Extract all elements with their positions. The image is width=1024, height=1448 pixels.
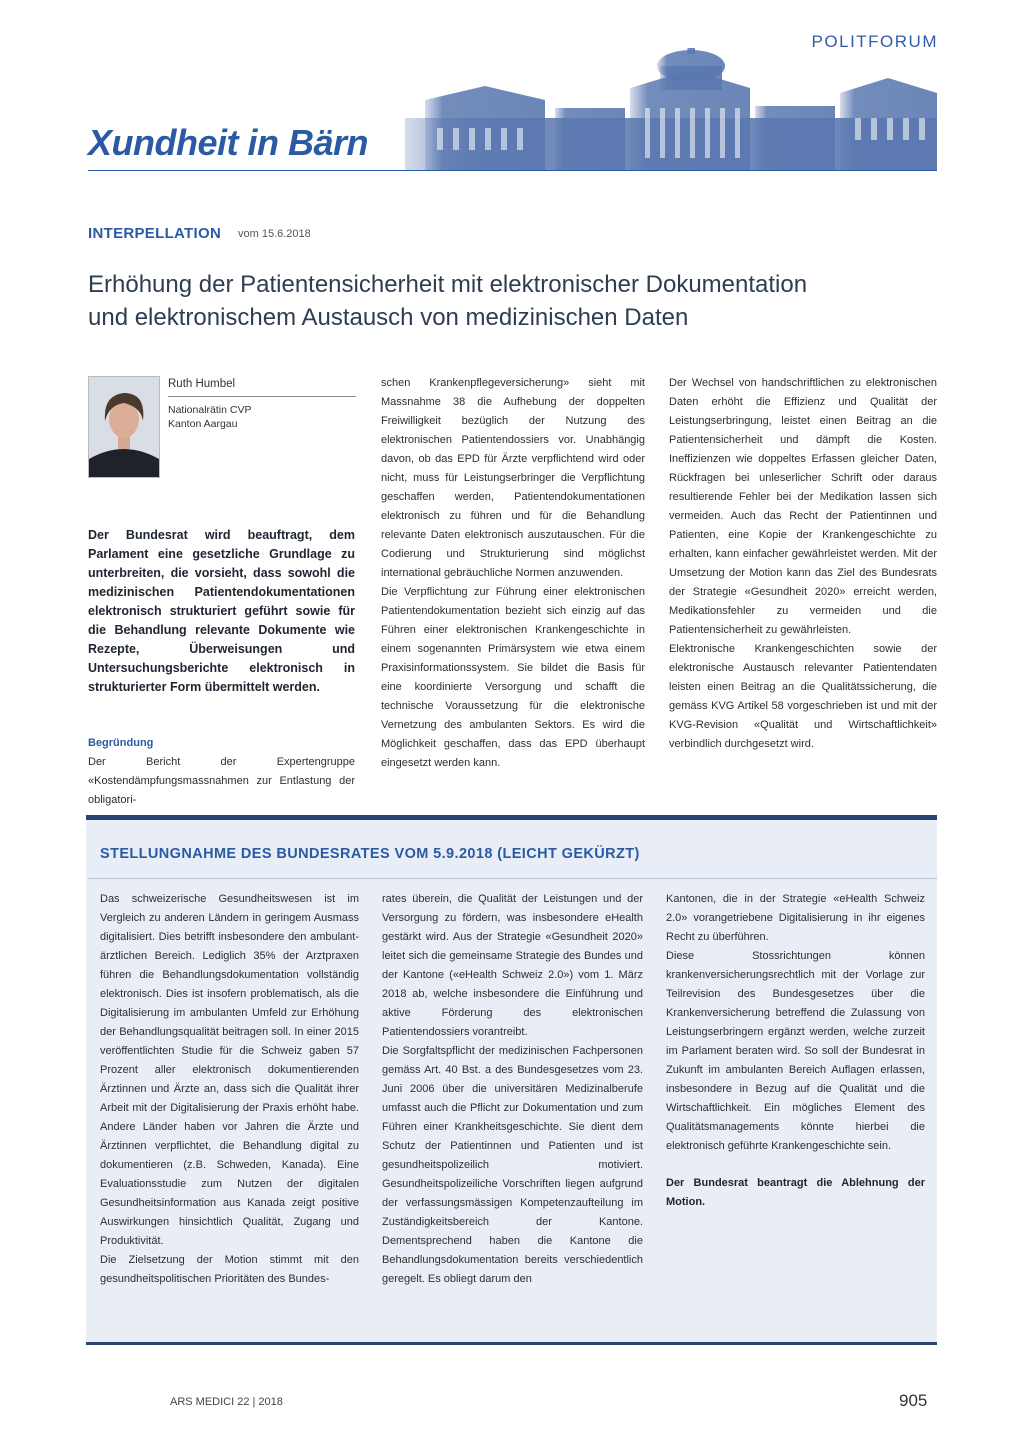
author-name: Ruth Humbel <box>168 378 236 390</box>
author-role <box>168 403 251 431</box>
begruendung-paragraph: Der Bericht der Expertengruppe «Kostendämpfungsmassnahmen zur Entlastung der obligatori- <box>88 756 355 806</box>
col2-paragraph-2: Die Verpflichtung zur Führung einer elektronischen Patientendokumentation bezieht sich einzig auf das Führen einer elektronischen Krankengeschichte in einem sogenannten Primärsystem wie etwa einem Praxisinformationssystem. Sie bildet die Basis für eine koordinierte Versorgung und schafft die technische Voraussetzung für die elektronische Vernetzung des ambulanten Sektors. Es wird die Möglichkeit geschaffen, dass das EPD überhaupt eingesetzt werden kann. <box>381 586 645 769</box>
stellungnahme-column-3 <box>666 890 925 1212</box>
header-rule <box>88 170 937 171</box>
stellungnahme-c1-paragraph-1: Das schweizerische Gesundheitswesen ist im Vergleich zu anderen Ländern in geringem Ausmass digitalisiert. Dies betrifft insbesondere den ambulant-ärztlichen Bereich. Lediglich 35% der Arztpraxen führen die Behandlungsdokumentation vollständig elektronisch. Dies ist insofern problematisch, als die Digitalisierung im ambulanten Umfeld zur Erhöhung der Behandlungsqualität beitragen soll. In einer 2015 veröffentlichten Studie für die Schweiz gaben 57 Prozent aller elektronisch dokumentierenden Ärztinnen und Ärzte an, dass sich die Qualität ihrer Arbeit mit der Digitalisierung der Praxis erhöht habe. Andere Länder haben vor Jahren die Ärzte und Ärztinnen verpflichtet, die Behandlung digital zu dokumentieren (z.B. Schweden, Kanada). Eine Evaluationsstudie zum Nutzen der digitalen Gesundheitsinformation aus Kanada zeigt positive Auswirkungen hinsichtlich Qualität, Zugang und Produktivität. <box>100 893 359 1247</box>
author-rule <box>168 396 356 397</box>
col3-paragraph-1: Der Wechsel von handschriftlichen zu elektronischen Daten erhöht die Effizienz und Qualität der Leistungserbringung, leistet einen Beitrag an die Patientensicherheit und dämpft die Kosten. Ineffizienzen wie doppeltes Erfassen gleicher Daten, Rückfragen bei unleserlicher Schrift oder daraus resultierende Fehler bei der Medikation lassen sich vermeiden. Auch das Recht der Patientinnen und Patienten, eine Kopie der Krankengeschichte zu erhalten, kann einfacher gewährleistet werden. Mit der Umsetzung der Motion kann das Ziel des Bundesrats der Strategie «Gesundheit 2020» erreicht werden, Medikationsfehler zu vermeiden und die Patientensicherheit zu gewährleisten. <box>669 377 937 636</box>
article-headline <box>88 268 948 334</box>
stellungnahme-c2-paragraph-1: rates überein, die Qualität der Leistungen und der Versorgung zu fördern, was insbesondere eHealth gestärkt wird. Aus der Strategie «Gesundheit 2020» leitet sich die gemeinsame Strategie des Bundes und der Kantone («eHealth Schweiz 2.0») vom 1. März 2018 ab, welche insbesondere die Einführung und aktive Förderung des elektronischen Patientendossiers vorantreibt. <box>382 893 643 1038</box>
begruendung-section <box>88 734 355 810</box>
parliament-building-illustration <box>405 48 937 170</box>
author-role-canton: Kanton Aargau <box>168 418 238 430</box>
stellungnahme-c1-paragraph-2: Die Zielsetzung der Motion stimmt mit den gesundheitspolitischen Prioritäten des Bundes- <box>100 1254 359 1285</box>
page-number: 905 <box>899 1391 928 1410</box>
author-portrait <box>88 376 160 478</box>
motion-text: Der Bundesrat wird beauftragt, dem Parlament eine gesetzliche Grundlage zu unterbreiten, die vorsieht, dass sowohl die medizinischen Patientendokumentationen elektronisch strukturiert geführt sowie für die Behandlung relevante Dokumente wie Rezepte, Überweisungen und Untersuchungsberichte elektronisch in strukturierter Form übermittelt werden. <box>88 528 355 694</box>
headline-line-2: und elektronischem Austausch von medizinischen Daten <box>88 304 689 331</box>
stellungnahme-conclusion: Der Bundesrat beantragt die Ablehnung der Motion. <box>666 1177 925 1208</box>
stellungnahme-column-2 <box>382 890 643 1289</box>
headline-line-1: Erhöhung der Patientensicherheit mit elektronischer Dokumentation <box>88 271 808 298</box>
col3-paragraph-2: Elektronische Krankengeschichten sowie der elektronische Austausch relevanter Patientendaten leisten einen Beitrag an die Qualitätssicherung, die gemäss KVG Artikel 58 vorgeschrieben ist und mit der KVG-Revision «Qualität und Wirtschaftlichkeit» verbindlich durchgesetzt wird. <box>669 643 937 750</box>
stellungnahme-c2-paragraph-2: Die Sorgfaltspflicht der medizinischen Fachpersonen gemäss Art. 40 Bst. a des Bundesgesetzes vom 23. Juni 2006 über die universitären Medizinalberufe umfasst auch die Pflicht zur Dokumentation und zum Führen einer Krankheitsgeschichte. Sie dient dem Schutz der Patientinnen und Patienten und ist gesundheitspolizeilich motiviert. Gesundheitspolizeiliche Vorschriften liegen aufgrund der verfassungsmässigen Kompetenzaufteilung im Zuständigkeitsbereich der Kantone. Dementsprechend haben die Kantone die Behandlungsdokumentation bereits verschiedentlich geregelt. Es obliegt darum den <box>382 1045 643 1285</box>
author-portrait-image <box>89 377 159 477</box>
stellungnahme-column-1 <box>100 890 359 1289</box>
section-label: POLITFORUM <box>811 32 938 51</box>
author-role-party: Nationalrätin CVP <box>168 404 252 416</box>
stellungnahme-title: STELLUNGNAHME DES BUNDESRATES VOM 5.9.2018 (LEICHT GEKÜRZT) <box>100 846 640 862</box>
stellungnahme-c3-paragraph-1: Kantonen, die in der Strategie «eHealth Schweiz 2.0» vorangetriebene Digitalisierung in ihr eigenes Recht zu überführen. <box>666 893 925 943</box>
begruendung-heading: Begründung <box>88 737 154 749</box>
article-column-2 <box>381 374 645 773</box>
stellungnahme-c3-paragraph-2: Diese Stossrichtungen können krankenversicherungsrechtlich mit der Vorlage zur Teilrevision des Bundesgesetzes über die Krankenversicherung betreffend die Zulassung von Leistungserbringern ergänzt werden, welche zurzeit im Parlament beraten wird. So soll der Bundesrat in Zukunft im ambulanten Bereich Auflagen erlassen, insbesondere in Bezug auf die Qualität und die Wirtschaftlichkeit. Ein mögliches Element des Qualitätsmanagements könnte hierbei die elektronisch geführte Krankengeschichte sein. <box>666 950 925 1152</box>
stellungnahme-rule <box>88 878 937 879</box>
journal-issue: ARS MEDICI 22 | 2018 <box>170 1396 283 1408</box>
page-title: Xundheit in Bärn <box>88 122 368 163</box>
interpellation-tag: INTERPELLATION <box>88 225 222 242</box>
col2-paragraph-1: schen Krankenpflegeversicherung» sieht mit Massnahme 38 die Aufhebung der doppelten Freiwilligkeit bezüglich der Nutzung des elektronischen Patientendossiers vor. Unabhängig davon, ob das EPD für Ärzte verpflichtend wird oder nicht, muss für Leistungserbringer die Verpflichtung geschaffen werden, Patientendokumentationen elektronisch zu führen und für die Behandlung relevante Daten elektronisch auszutauschen. Für die Codierung und Strukturierung sind möglichst international gebräuchliche Normen anzuwenden. <box>381 377 645 579</box>
article-column-3 <box>669 374 937 754</box>
interpellation-date: vom 15.6.2018 <box>238 228 311 240</box>
